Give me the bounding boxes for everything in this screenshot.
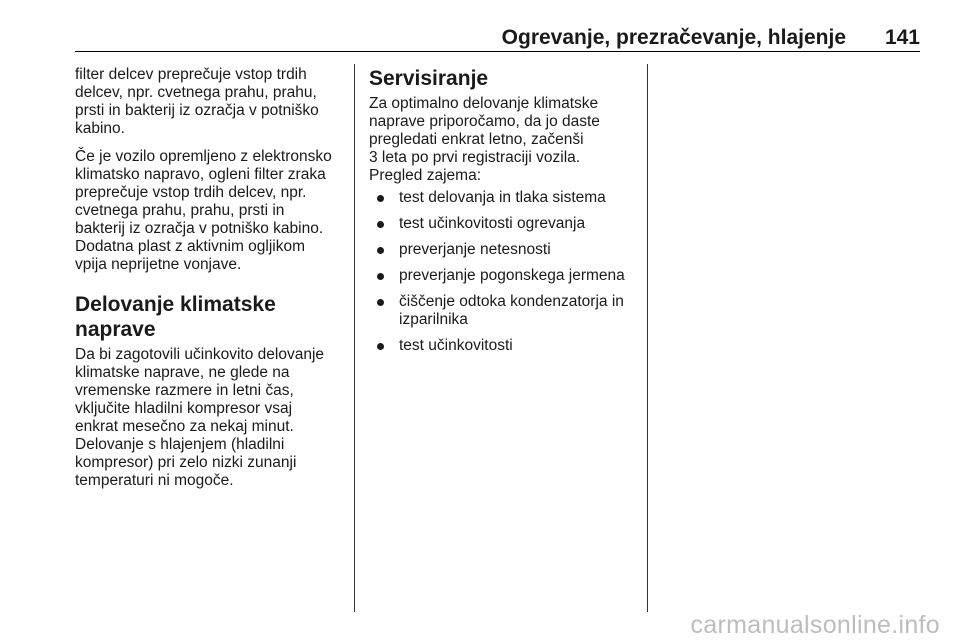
list-item: čiščenje odtoka kondenzatorja in izparilnika xyxy=(369,293,641,329)
list-item: test učinkovitosti xyxy=(369,337,641,355)
bullet-icon xyxy=(377,247,384,254)
paragraph-delovanje: Da bi zagotovili učinkovito delovanje klimatske naprave, ne glede na vremenske razmere in letni čas, vključite hladilni kompresor vsaj enkrat mesečno za nekaj minut. Delovanje s hlajenjem (hladilni kompresor) pri zelo nizki zunanji temperaturi ni mogoče. xyxy=(75,346,325,489)
paragraph-servisiranje-intro: Za optimalno delovanje klimatske naprave priporočamo, da jo daste pregledati enkrat letno, začenši 3 leta po prvi registraciji vozila. Pregled zajema: xyxy=(369,95,600,184)
column-left xyxy=(75,66,347,500)
header-rule xyxy=(75,51,920,52)
bullet-icon xyxy=(377,299,384,306)
section-title: Ogrevanje, prezračevanje, hlajenje xyxy=(501,26,846,49)
bullet-icon xyxy=(377,221,384,228)
inspection-list xyxy=(369,189,641,355)
list-item: test delovanja in tlaka sistema xyxy=(369,189,641,207)
column-divider-left xyxy=(354,64,355,612)
paragraph-filter-delcev: filter delcev preprečuje vstop trdih delcev, npr. cvetnega prahu, prahu, prsti in bakterij iz ozračja v potniško kabino. xyxy=(75,66,319,137)
list-item: preverjanje pogonskega jermena xyxy=(369,267,641,285)
page-header xyxy=(75,26,920,50)
bullet-icon xyxy=(377,273,384,280)
bullet-icon xyxy=(377,343,384,350)
paragraph-ogleni-filter: Če je vozilo opremljeno z elektronsko klimatsko napravo, ogleni filter zraka preprečuje vstop trdih delcev, npr. cvetnega prahu, prahu, prsti in bakterij iz ozračja v potniško kabino. Dodatna plast z aktivnim ogljikom vpija neprijetne vonjave. xyxy=(75,148,332,273)
bullet-icon xyxy=(377,195,384,202)
column-middle xyxy=(369,66,641,363)
list-item: preverjanje netesnosti xyxy=(369,241,641,259)
list-item: test učinkovitosti ogrevanja xyxy=(369,215,641,233)
column-divider-right xyxy=(647,64,648,612)
heading-delovanje-klimatske: Delovanje klimatske naprave xyxy=(75,293,276,341)
page-number: 141 xyxy=(884,26,920,49)
watermark: carmanualsonline.info xyxy=(690,611,940,639)
heading-servisiranje: Servisiranje xyxy=(369,67,489,90)
